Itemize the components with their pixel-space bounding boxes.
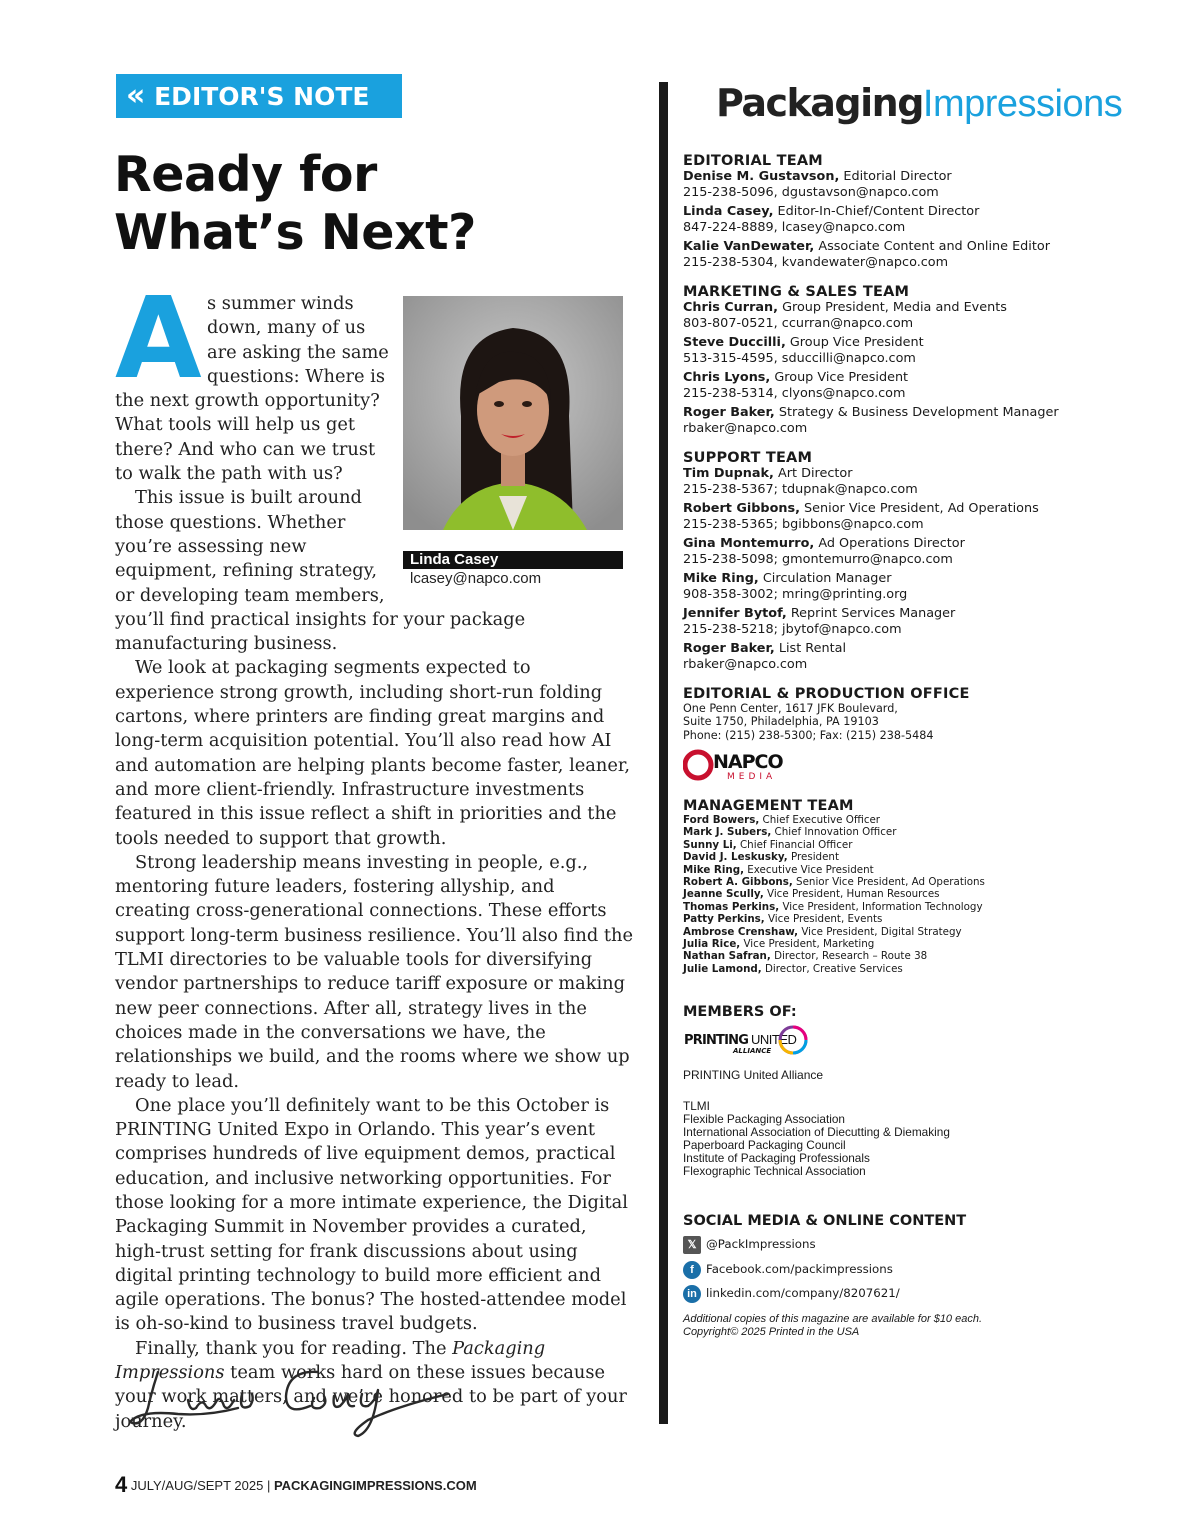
staff-role: Group Vice President xyxy=(785,335,924,350)
issue-date: JULY/AUG/SEPT 2025 | xyxy=(127,1478,274,1493)
editorial-team-heading: EDITORIAL TEAM xyxy=(683,153,823,169)
social-linkedin-link[interactable] xyxy=(683,1283,900,1303)
staff-contact: 215-238-5304, kvandewater@napco.com xyxy=(683,254,949,270)
staff-entry xyxy=(683,851,1103,863)
staff-contact: 215-238-5367; tdupnak@napco.com xyxy=(683,481,918,497)
staff-name: Sunny Li, xyxy=(683,838,737,851)
staff-role: Vice President, Digital Strategy xyxy=(798,925,962,938)
author-photo xyxy=(403,296,623,530)
staff-role: Group President, Media and Events xyxy=(778,300,1007,315)
support-team-section xyxy=(683,450,1103,676)
staff-role: Vice President, Information Technology xyxy=(779,900,983,913)
staff-role: Chief Financial Officer xyxy=(736,838,853,851)
support-team-heading: SUPPORT TEAM xyxy=(683,450,813,466)
staff-role: Director, Creative Services xyxy=(761,962,903,975)
paragraph-6-end: team works hard on these issues because your work matters, and we’re honored to be part of your journey. xyxy=(115,1362,627,1432)
staff-entry xyxy=(683,606,1103,637)
staff-entry xyxy=(683,864,1103,876)
staff-name: Chris Lyons, xyxy=(683,370,771,385)
staff-name: Robert Gibbons, xyxy=(683,501,800,516)
logo-part-1: Packaging xyxy=(716,81,923,125)
staff-name: Tim Dupnak, xyxy=(683,466,774,481)
staff-name: Steve Duccilli, xyxy=(683,335,786,350)
staff-entry xyxy=(683,169,1103,200)
staff-role: Strategy & Business Development Manager xyxy=(774,405,1059,420)
author-email: lcasey@napco.com xyxy=(410,570,542,588)
staff-entry xyxy=(683,826,1103,838)
section-tag-label: EDITOR'S NOTE xyxy=(154,82,370,111)
fine-print xyxy=(683,1313,982,1339)
staff-role: Group Vice President xyxy=(770,370,909,385)
author-signature xyxy=(118,1350,458,1440)
page-number: 4 xyxy=(115,1472,128,1497)
staff-entry xyxy=(683,335,1103,366)
headline-line-1: Ready for xyxy=(114,146,377,203)
staff-name: Gina Montemurro, xyxy=(683,536,815,551)
marketing-team-section xyxy=(683,284,1103,440)
logo-part-2: Impressions xyxy=(922,83,1123,125)
staff-role: Chief Innovation Officer xyxy=(771,826,897,839)
staff-entry xyxy=(683,300,1103,331)
staff-entry xyxy=(683,239,1103,270)
staff-role: Ad Operations Director xyxy=(814,536,965,551)
management-team-list xyxy=(683,814,1103,975)
napco-media-logo xyxy=(683,748,813,782)
staff-contact: 513-315-4595, sduccilli@napco.com xyxy=(683,350,916,366)
staff-role: Senior Vice President, Ad Operations xyxy=(799,501,1039,516)
pu-logo-light: UNITED xyxy=(751,1032,797,1047)
staff-entry xyxy=(683,370,1103,401)
staff-role: Editor-In-Chief/Content Director xyxy=(773,204,980,219)
staff-name: Linda Casey, xyxy=(683,204,774,219)
staff-contact: 908-358-3002; mring@printing.org xyxy=(683,586,908,602)
staff-contact: 215-238-5218; jbytof@napco.com xyxy=(683,621,902,637)
staff-name: Denise M. Gustavson, xyxy=(683,169,840,184)
staff-name: Jennifer Bytof, xyxy=(683,606,787,621)
office-phone: Phone: (215) 238-5300; Fax: (215) 238-5484 xyxy=(683,728,934,742)
staff-entry xyxy=(683,405,1103,436)
staff-entry xyxy=(683,204,1103,235)
staff-entry xyxy=(683,950,1103,962)
staff-name: Chris Curran, xyxy=(683,300,779,315)
facebook-icon: f xyxy=(683,1261,701,1279)
staff-name: Jeanne Scully, xyxy=(683,888,764,901)
paragraph-2: This issue is built around those questions. Whether you’re assessing new equipment, refining strategy, or developing team members, you’ll find practical insights for your package manufacturing business. xyxy=(115,487,526,655)
social-x-link[interactable] xyxy=(683,1234,816,1254)
office-address-2: Suite 1750, Philadelphia, PA 19103 xyxy=(683,715,879,729)
staff-name: Patty Perkins, xyxy=(683,913,765,926)
staff-contact: 215-238-5314, clyons@napco.com xyxy=(683,385,906,401)
staff-contact: 215-238-5365; bgibbons@napco.com xyxy=(683,516,924,532)
author-photo-box xyxy=(403,296,625,596)
staff-name: Julie Lamond, xyxy=(683,962,762,975)
association-item: Flexible Packaging Association xyxy=(683,1112,845,1126)
staff-role: Vice President, Events xyxy=(764,913,883,926)
staff-entry xyxy=(683,938,1103,950)
social-linkedin-label: linkedin.com/company/8207621/ xyxy=(706,1286,900,1300)
staff-name: Ford Bowers, xyxy=(683,814,760,826)
staff-entry xyxy=(683,641,1103,672)
alliance-name: PRINTING United Alliance xyxy=(683,1068,824,1082)
staff-entry xyxy=(683,963,1103,975)
napco-logo-sub: MEDIA xyxy=(727,772,777,782)
staff-contact: rbaker@napco.com xyxy=(683,420,808,436)
staff-entry xyxy=(683,888,1103,900)
article-headline xyxy=(114,146,634,262)
website-link[interactable]: PACKAGINGIMPRESSIONS.COM xyxy=(273,1478,477,1493)
staff-contact: 803-807-0521, ccurran@napco.com xyxy=(683,315,914,331)
staff-entry xyxy=(683,571,1103,602)
support-team-list xyxy=(683,466,1103,672)
x-icon: 𝕏 xyxy=(683,1236,701,1254)
staff-entry xyxy=(683,501,1103,532)
social-facebook-label: Facebook.com/packimpressions xyxy=(706,1262,893,1276)
page-footer xyxy=(115,1472,477,1498)
staff-name: Mike Ring, xyxy=(683,571,759,586)
staff-role: Vice President, Human Resources xyxy=(763,888,940,901)
article-body xyxy=(115,274,635,1434)
drop-cap: A xyxy=(115,274,202,404)
staff-role: Editorial Director xyxy=(839,169,952,184)
staff-entry xyxy=(683,876,1103,888)
editorial-team-section xyxy=(683,153,1103,274)
staff-entry xyxy=(683,926,1103,938)
paragraph-3: We look at packaging segments expected to experience strong growth, including short-run folding cartons, where printers are finding great margins and long-term acquisition potential. You’ll also read how AI and automation are helping plants become faster, leaner, and more client-friendly. Infrastructure investments featured in this issue reflect a shift in priorities and the tools needed to support that growth. xyxy=(115,657,631,849)
staff-entry xyxy=(683,466,1103,497)
publication-name: Packaging Impressions xyxy=(115,1337,546,1384)
section-tag xyxy=(116,74,402,118)
paragraph-5: One place you’ll definitely want to be this October is PRINTING United Expo in Orlando. This year’s event comprises hundreds of live equipment demos, practical education, and inclusive networking opportunities. For those looking for a more intimate experience, the Digital Packaging Summit in November provides a curated, high-trust setting for frank discussions about using digital printing technology to build more efficient and agile operations. The bonus? The hosted-attendee model is oh-so-kind to business travel budgets. xyxy=(115,1094,628,1335)
staff-contact: 215-238-5096, dgustavson@napco.com xyxy=(683,184,939,200)
pu-logo-sub: ALLIANCE xyxy=(733,1047,772,1055)
staff-role: Chief Executive Officer xyxy=(759,814,881,826)
staff-role: President xyxy=(787,851,839,864)
paragraph-4: Strong leadership means investing in people, e.g., mentoring future leaders, fostering allyship, and creating cross-generational connections. These efforts support long-term business resilience. You’ll also find the TLMI directories to be valuable tools for diversifying vendor partnerships to reduce tariff exposure or making new peer connections. After all, strategy lives in the choices made in the conversations we have, the relationships we build, and the rooms where we show up ready to lead. xyxy=(115,851,634,1092)
staff-contact: rbaker@napco.com xyxy=(683,656,808,672)
staff-role: Circulation Manager xyxy=(758,571,892,586)
staff-entry xyxy=(683,901,1103,913)
staff-role: Vice President, Marketing xyxy=(740,938,875,951)
staff-role: Senior Vice President, Ad Operations xyxy=(792,876,985,889)
fine-print-copyright: Copyright© 2025 Printed in the USA xyxy=(683,1326,860,1338)
office-address-1: One Penn Center, 1617 JFK Boulevard, xyxy=(683,702,898,715)
paragraph-1: s summer winds down, many of us are asking the same questions: Where is the next growth opportunity? What tools will help us get there? And who can we trust to walk the path with us? xyxy=(115,293,389,485)
social-facebook-link[interactable] xyxy=(683,1259,893,1279)
association-item: International Association of Diecutting & Diemaking xyxy=(683,1125,950,1139)
pu-logo-main: PRINTING xyxy=(684,1033,749,1048)
staff-name: Roger Baker, xyxy=(683,641,775,656)
members-heading: MEMBERS OF: xyxy=(683,1004,797,1020)
double-chevron-left-icon: « xyxy=(126,78,140,113)
marketing-team-list xyxy=(683,300,1103,436)
staff-name: Nathan Safran, xyxy=(683,950,771,963)
staff-name: Roger Baker, xyxy=(683,405,775,420)
editorial-team-list xyxy=(683,169,1103,270)
association-item: Flexographic Technical Association xyxy=(683,1164,866,1178)
napco-logo-text: NAPCO xyxy=(713,751,783,773)
staff-name: Ambrose Crenshaw, xyxy=(683,925,799,938)
headline-line-2: What’s Next? xyxy=(114,204,476,261)
staff-role: Art Director xyxy=(773,466,853,481)
management-team-section xyxy=(683,798,1103,975)
staff-role: Reprint Services Manager xyxy=(786,606,956,621)
printing-united-alliance-logo xyxy=(683,1022,813,1060)
staff-name: Thomas Perkins, xyxy=(683,900,780,913)
management-team-heading: MANAGEMENT TEAM xyxy=(683,798,854,814)
staff-role: Director, Research – Route 38 xyxy=(770,950,928,963)
linkedin-icon: in xyxy=(683,1285,701,1303)
staff-name: David J. Leskusky, xyxy=(683,851,788,864)
staff-role: Associate Content and Online Editor xyxy=(814,239,1050,254)
staff-name: Robert A. Gibbons, xyxy=(683,876,793,889)
staff-entry xyxy=(683,913,1103,925)
association-item: Paperboard Packaging Council xyxy=(683,1138,846,1152)
staff-entry xyxy=(683,814,1103,826)
social-heading: SOCIAL MEDIA & ONLINE CONTENT xyxy=(683,1213,967,1229)
associations-list xyxy=(683,1100,950,1178)
staff-role: Executive Vice President xyxy=(744,863,874,876)
staff-entry xyxy=(683,536,1103,567)
staff-entry xyxy=(683,839,1103,851)
association-item: Institute of Packaging Professionals xyxy=(683,1151,870,1165)
marketing-team-heading: MARKETING & SALES TEAM xyxy=(683,284,910,300)
author-name-caption: Linda Casey xyxy=(403,551,623,569)
office-heading: EDITORIAL & PRODUCTION OFFICE xyxy=(683,686,970,702)
staff-contact: 215-238-5098; gmontemurro@napco.com xyxy=(683,551,953,567)
staff-name: Kalie VanDewater, xyxy=(683,239,815,254)
association-item: TLMI xyxy=(683,1099,710,1113)
fine-print-copies: Additional copies of this magazine are available for $10 each. xyxy=(683,1313,983,1325)
social-x-label: @PackImpressions xyxy=(706,1237,816,1251)
staff-role: List Rental xyxy=(774,641,847,656)
staff-contact: 847-224-8889, lcasey@napco.com xyxy=(683,219,906,235)
office-section xyxy=(683,686,1103,742)
staff-name: Mike Ring, xyxy=(683,863,744,876)
staff-name: Julia Rice, xyxy=(683,938,741,951)
paragraph-6-start: Finally, thank you for reading. The xyxy=(135,1337,453,1359)
column-divider xyxy=(659,82,668,1424)
magazine-logo xyxy=(716,78,1122,129)
staff-name: Mark J. Subers, xyxy=(683,826,772,839)
